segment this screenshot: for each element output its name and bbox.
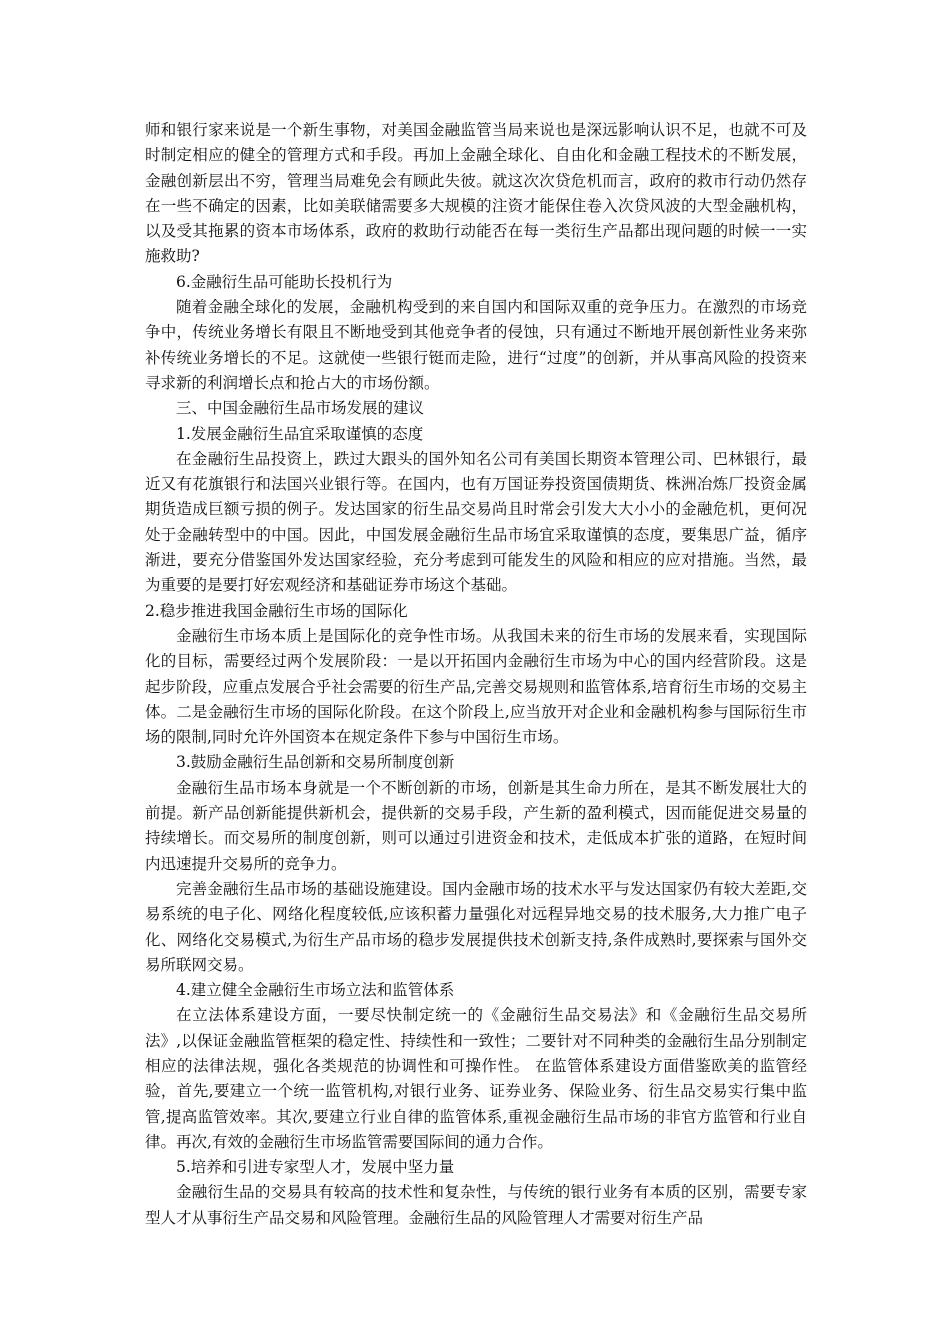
paragraph: 金融衍生品的交易具有较高的技术性和复杂性，与传统的银行业务有本质的区别，需要专家型人才从事衍生产品交易和风险管理。金融衍生品的风险管理人才需要对衍生产品: [145, 1183, 807, 1227]
section-heading: 三、中国金融衍生品市场发展的建议: [176, 399, 425, 418]
section-heading: 5.培养和引进专家型人才，发展中坚力量: [176, 1158, 455, 1177]
paragraph: 在金融衍生品投资上，跌过大跟头的国外知名公司有美国长期资本管理公司、巴林银行，最近又有花旗银行和法国兴业银行等。在国内，也有万国证券投资国债期货、株洲冶炼厂投资金属期货造成巨额亏损的例子。发达国家的衍生品交易尚且时常会引发大大小小的金融危机，更何况处于金融转型中的中国。因此，中国发展金融衍生品市场宜采取谨慎的态度，要集思广益，循序渐进，要充分借鉴国外发达国家经验，充分考虑到可能发生的风险和相应的应对措施。当然，最为重要的是要打好宏观经济和基础证券市场这个基础。: [145, 449, 807, 595]
paragraph-continued: 师和银行家来说是一个新生事物，对美国金融监管当局来说也是深远影响认识不足，也就不可及时制定相应的健全的管理方式和手段。再加上金融全球化、自由化和金融工程技术的不断发展，金融创新层出不穷，管理当局难免会有顾此失彼。就这次次贷危机而言，政府的救市行动仍然存在一些不确定的因素，比如美联储需要多大规模的注资才能保住卷入次贷风波的大型金融机构，以及受其拖累的资本市场体系，政府的救助行动能否在每一类衍生产品都出现问题的时候一一实施救助?: [145, 121, 807, 266]
section-heading: 1.发展金融衍生品宜采取谨慎的态度: [176, 424, 424, 443]
paragraph: 金融衍生市场本质上是国际化的竞争性市场。从我国未来的衍生市场的发展来看，实现国际化的目标，需要经过两个发展阶段：一是以开拓国内金融衍生市场为中心的国内经营阶段。这是起步阶段，应重点发展合乎社会需要的衍生产品,完善交易规则和监管体系,培育衍生市场的交易主体。二是金融衍生市场的国际化阶段。在这个阶段上,应当放开对企业和金融机构参与国际衍生市场的限制,同时允许外国资本在规定条件下参与中国衍生市场。: [145, 626, 807, 747]
paragraph: 完善金融衍生品市场的基础设施建设。国内金融市场的技术水平与发达国家仍有较大差距,交易系统的电子化、网络化程度较低,应该积蓄力量强化对远程异地交易的技术服务,大力推广电子化、网络化交易模式,为衍生产品市场的稳步发展提供技术创新支持,条件成熟时,要探索与国外交易所联网交易。: [145, 879, 807, 974]
section-heading: 4.建立健全金融衍生市场立法和监管体系: [176, 981, 455, 1000]
paragraph: 金融衍生品市场本身就是一个不断创新的市场，创新是其生命力所在，是其不断发展壮大的前提。新产品创新能提供新机会，提供新的交易手段，产生新的盈利模式，因而能促进交易量的持续增长。而交易所的制度创新，则可以通过引进资金和技术，走低成本扩张的道路，在短时间内迅速提升交易所的竞争力。: [145, 778, 807, 873]
paragraph: 在立法体系建设方面，一要尽快制定统一的《金融衍生品交易法》和《金融衍生品交易所法》,以保证金融监管框架的稳定性、持续性和一致性；二要针对不同种类的金融衍生品分别制定相应的法律法规，强化各类规范的协调性和可操作性。 在监管体系建设方面借鉴欧美的监管经验，首先,要建立一个统一监管机构,对银行业务、证券业务、保险业务、衍生品交易实行集中监管,提高监管效率。其次,要建立行业自律的监管体系,重视金融衍生品市场的非官方监管和行业自律。再次,有效的金融衍生市场监管需要国际间的通力合作。: [145, 1006, 807, 1151]
paragraph: 随着金融全球化的发展，金融机构受到的来自国内和国际双重的竞争压力。在激烈的市场竞争中，传统业务增长有限且不断地受到其他竞争者的侵蚀，只有通过不断地开展创新性业务来弥补传统业务增长的不足。这就使一些银行铤而走险，进行“过度”的创新，并从事高风险的投资来寻求新的利润增长点和抢占大的市场份额。: [145, 298, 807, 392]
section-heading: 2.稳步推进我国金融衍生市场的国际化: [145, 601, 408, 620]
section-heading: 6.金融衍生品可能助长投机行为: [176, 272, 393, 291]
document-body: [145, 118, 807, 1231]
section-heading: 3.鼓励金融衍生品创新和交易所制度创新: [176, 753, 455, 772]
